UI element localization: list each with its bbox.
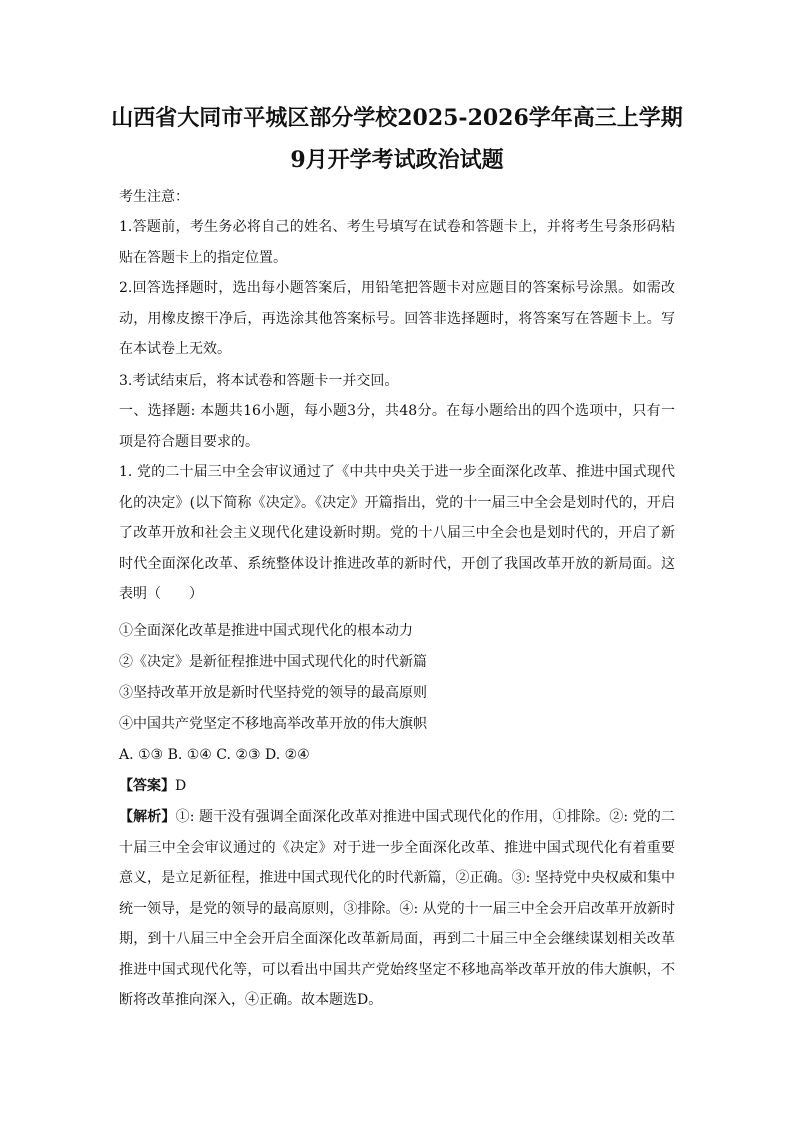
question-1-statement-1: ①全面深化改革是推进中国式现代化的根本动力 [119,623,413,639]
notice-item-3: 3.考试结束后，将本试卷和答题卡一并交回。 [119,373,399,389]
notice-item-1: 1.答题前，考生务必将自己的姓名、考生号填写在试卷和答题卡上，并将考生号条形码粘贴在答题卡上的指定位置。 [119,219,675,266]
question-1-statement-3: ③坚持改革开放是新时代坚持党的领导的最高原则 [119,685,427,701]
question-1-answer [119,771,675,802]
question-1-statement-2: ②《决定》是新征程推进中国式现代化的时代新篇 [119,654,427,670]
question-1-analysis [119,802,675,1016]
question-1-choices: A. ①③ B. ①④ C. ②③ D. ②④ [119,747,310,763]
exam-title-line1: 山西省大同市平城区部分学校2025-2026学年高三上学期 [111,105,683,131]
answer-label: 【答案】 [119,778,175,794]
answer-value: D [175,778,187,794]
exam-title-line2: 9月开学考试政治试题 [290,147,504,173]
analysis-text: ①: 题干没有强调全面深化改革对推进中国式现代化的作用，①排除。②: 党的二十届三中全会审议通过的《决定》对于进一步全面深化改革、推进中国式现代化有着重要意义，是立足新征程，推进中国式现代化的时代新篇，②正确。③: 坚持党中央权威和集中统一领导，是党的领导的最高原则，③排除。④: 从党的十一届三中全会开启改革开放新时期，到十八届三中全会开启全面深化改革新局面，再到二十届三中全会继续谋划相关改革推进中国式现代化等，可以看出中国共产党始终坚定不移地高举改革开放的伟大旗帜，不断将改革推向深入，④正确。故本题选D。 [119,809,676,1008]
section-heading-choice: 一、选择题: 本题共16小题，每小题3分，共48分。在每小题给出的四个选项中，只有一项是符合题目要求的。 [119,403,675,450]
question-1-statement-4: ④中国共产党坚定不移地高举改革开放的伟大旗帜 [119,716,427,732]
notice-item-2: 2.回答选择题时，选出每小题答案后，用铅笔把答题卡对应题目的答案标号涂黑。如需改动，用橡皮擦干净后，再选涂其他答案标号。回答非选择题时，将答案写在答题卡上。写在本试卷上无效。 [119,280,675,357]
analysis-label: 【解析】 [119,809,176,825]
question-1-stem: 1. 党的二十届三中全会审议通过了《中共中央关于进一步全面深化改革、推进中国式现代化的决定》(以下简称《决定》。《决定》开篇指出，党的十一届三中全会是划时代的，开启了改革开放和社会主义现代化建设新时期。党的十八届三中全会也是划时代的，开启了新时代全面深化改革、系统整体设计推进改革的新时代，开创了我国改革开放的新局面。这表明（ ） [119,464,675,602]
notice-heading: 考生注意： [119,189,189,205]
